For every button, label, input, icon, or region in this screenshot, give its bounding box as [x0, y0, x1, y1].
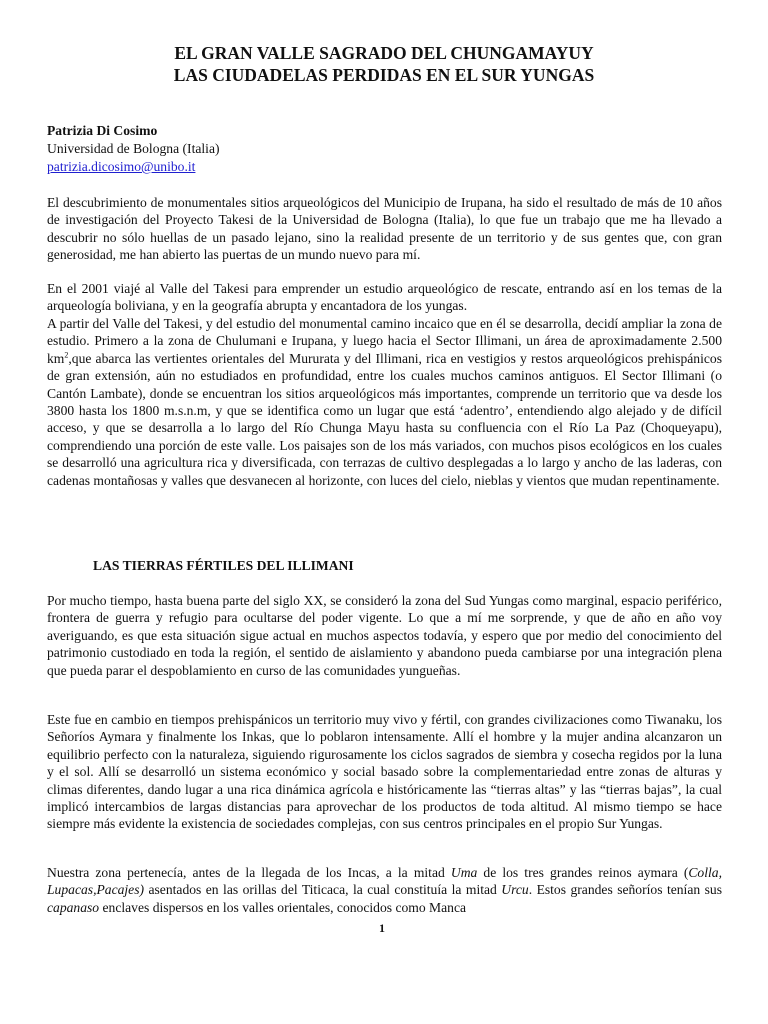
paragraph-6-text-d: . Estos grandes señoríos tenían sus: [528, 882, 722, 898]
term-urcu: Urcu: [501, 882, 529, 898]
author-name: Patrizia Di Cosimo: [47, 123, 158, 138]
paragraph-6: [47, 864, 722, 916]
paragraph-4: Por mucho tiempo, hasta buena parte del siglo XX, se consideró la zona del Sud Yungas como marginal, espacio periférico, frontera de guerra y refugio para ocultarse del poder vigente. Lo que a mí me sorprende, y que de año en año voy averiguando, es que esta situación sigue actual en muchos aspectos todavía, y espero que por medio del conocimiento del patrimonio custodiado en toda la región, el sentido de aislamiento y abandono pueda cambiarse por una integración plena que pueda parar el despoblamiento en curso de las comunidades yungueñas.: [47, 593, 722, 678]
paragraph-6-text-c: asentados en las orillas del Titicaca, la cual constituía la mitad: [144, 882, 502, 898]
title-line-2: LAS CIUDADELAS PERDIDAS EN EL SUR YUNGAS: [173, 65, 595, 85]
section-heading: LAS TIERRAS FÉRTILES DEL ILLIMANI: [93, 558, 354, 573]
paragraph-1: El descubrimiento de monumentales sitios arqueológicos del Municipio de Irupana, ha sido el resultado de más de 10 años de investigación del Proyecto Takesi de la Universidad de Bologna (Italia), lo que fue un trabajo que me ha llevado a descubrir no sólo huellas de un pasado lejano, sino la realidad presente de un territorio y de sus gentes que, con gran generosidad, me han abierto las puertas de un mundo nuevo para mí.: [47, 195, 722, 263]
document-title: [0, 42, 768, 86]
paragraph-2: En el 2001 viajé al Valle del Takesi para emprender un estudio arqueológico de rescate, entrando así en los temas de la arqueología boliviana, y en la geografía abrupta y encantadora de los yungas.: [47, 281, 722, 314]
author-affiliation: Universidad de Bologna (Italia): [47, 141, 220, 156]
author-block: [47, 122, 220, 176]
title-line-1: EL GRAN VALLE SAGRADO DEL CHUNGAMAYUY: [174, 43, 594, 63]
paragraph-6-text-a: Nuestra zona pertenecía, antes de la llegada de los Incas, a la mitad: [47, 865, 451, 880]
paragraph-6-text-e: enclaves dispersos en los valles orientales, conocidos como Manca: [99, 899, 467, 915]
paragraph-3: [47, 315, 722, 489]
page-number: 1: [379, 921, 385, 935]
term-capanaso: capanaso: [47, 899, 100, 915]
author-email-link[interactable]: patrizia.dicosimo@unibo.it: [47, 159, 196, 174]
paragraph-5: Este fue en cambio en tiempos prehispánicos un territorio muy vivo y fértil, con grandes civilizaciones como Tiwanaku, los Señoríos Aymara y finalmente los Inkas, que lo poblaron intensamente. Allí el hombre y la mujer andina alcanzaron un equilibrio perfecto con la naturaleza, siguiendo rigurosamente los ciclos sagrados de siembra y cosecha regidos por la luna y el sol. Allí se desarrolló un sistema económico y social basado sobre la complementariedad entre zonas de alturas y climas diferentes, dando lugar a una rica dinámica agrícola e históricamente las “tierras altas” y las “tierras bajas”, la cual implicó intercambios de largas distancias para aprovechar de los productos de toda altitud. Al mismo tiempo se hace siempre más evidente la existencia de sociedades complejas, con sus centros principales en el propio Sur Yungas.: [47, 712, 722, 832]
term-reinos: Colla, Lupacas,Pacajes): [47, 865, 722, 898]
paragraph-3-text-b: ,que abarca las vertientes orientales del Mururata y del Illimani, rica en vestigios y restos arqueológicos prehispánicos de gran extensión, aún no estudiados en profundidad, entre los cuales muchos caminos antiguos. El Sector Illimani (o Cantón Lambate), donde se encuentran los sitios arqueológicos más importantes, comprende un territorio que va desde los 3800 hasta los 1800 m.s.n.m, y que se identifica como un lugar que está ‘adentro’, entendiendo algo alejado y de difícil acceso, y que se desarrolla a lo largo del Río Chunga Mayu hasta su confluencia con el Río La Paz (Choqueyapu), comprendiendo una porción de este valle. Los paisajes son de los más variados, con muchos pisos ecológicos en los cuales se desarrolló una agricultura rica y diversificada, con terrazas de cultivo desplegadas a lo largo y ancho de las laderas, con cadenas montañosas y valles que desvanecen al horizonte, con luces del cielo, nieblas y vientos que mudan repentinamente.: [47, 350, 722, 488]
superscript-2: 2: [64, 350, 69, 360]
paragraph-6-text-b: de los tres grandes reinos aymara (: [477, 865, 689, 880]
term-uma: Uma: [450, 865, 478, 880]
paragraph-3-text-a: A partir del Valle del Takesi, y del estudio del monumental camino incaico que en él se desarrolla, decidí ampliar la zona de estudio. Primero a la zona de Chulumani e Irupana, y luego hacia el Sector Illimani, un área de aproximadamente 2.500 km: [47, 316, 722, 366]
